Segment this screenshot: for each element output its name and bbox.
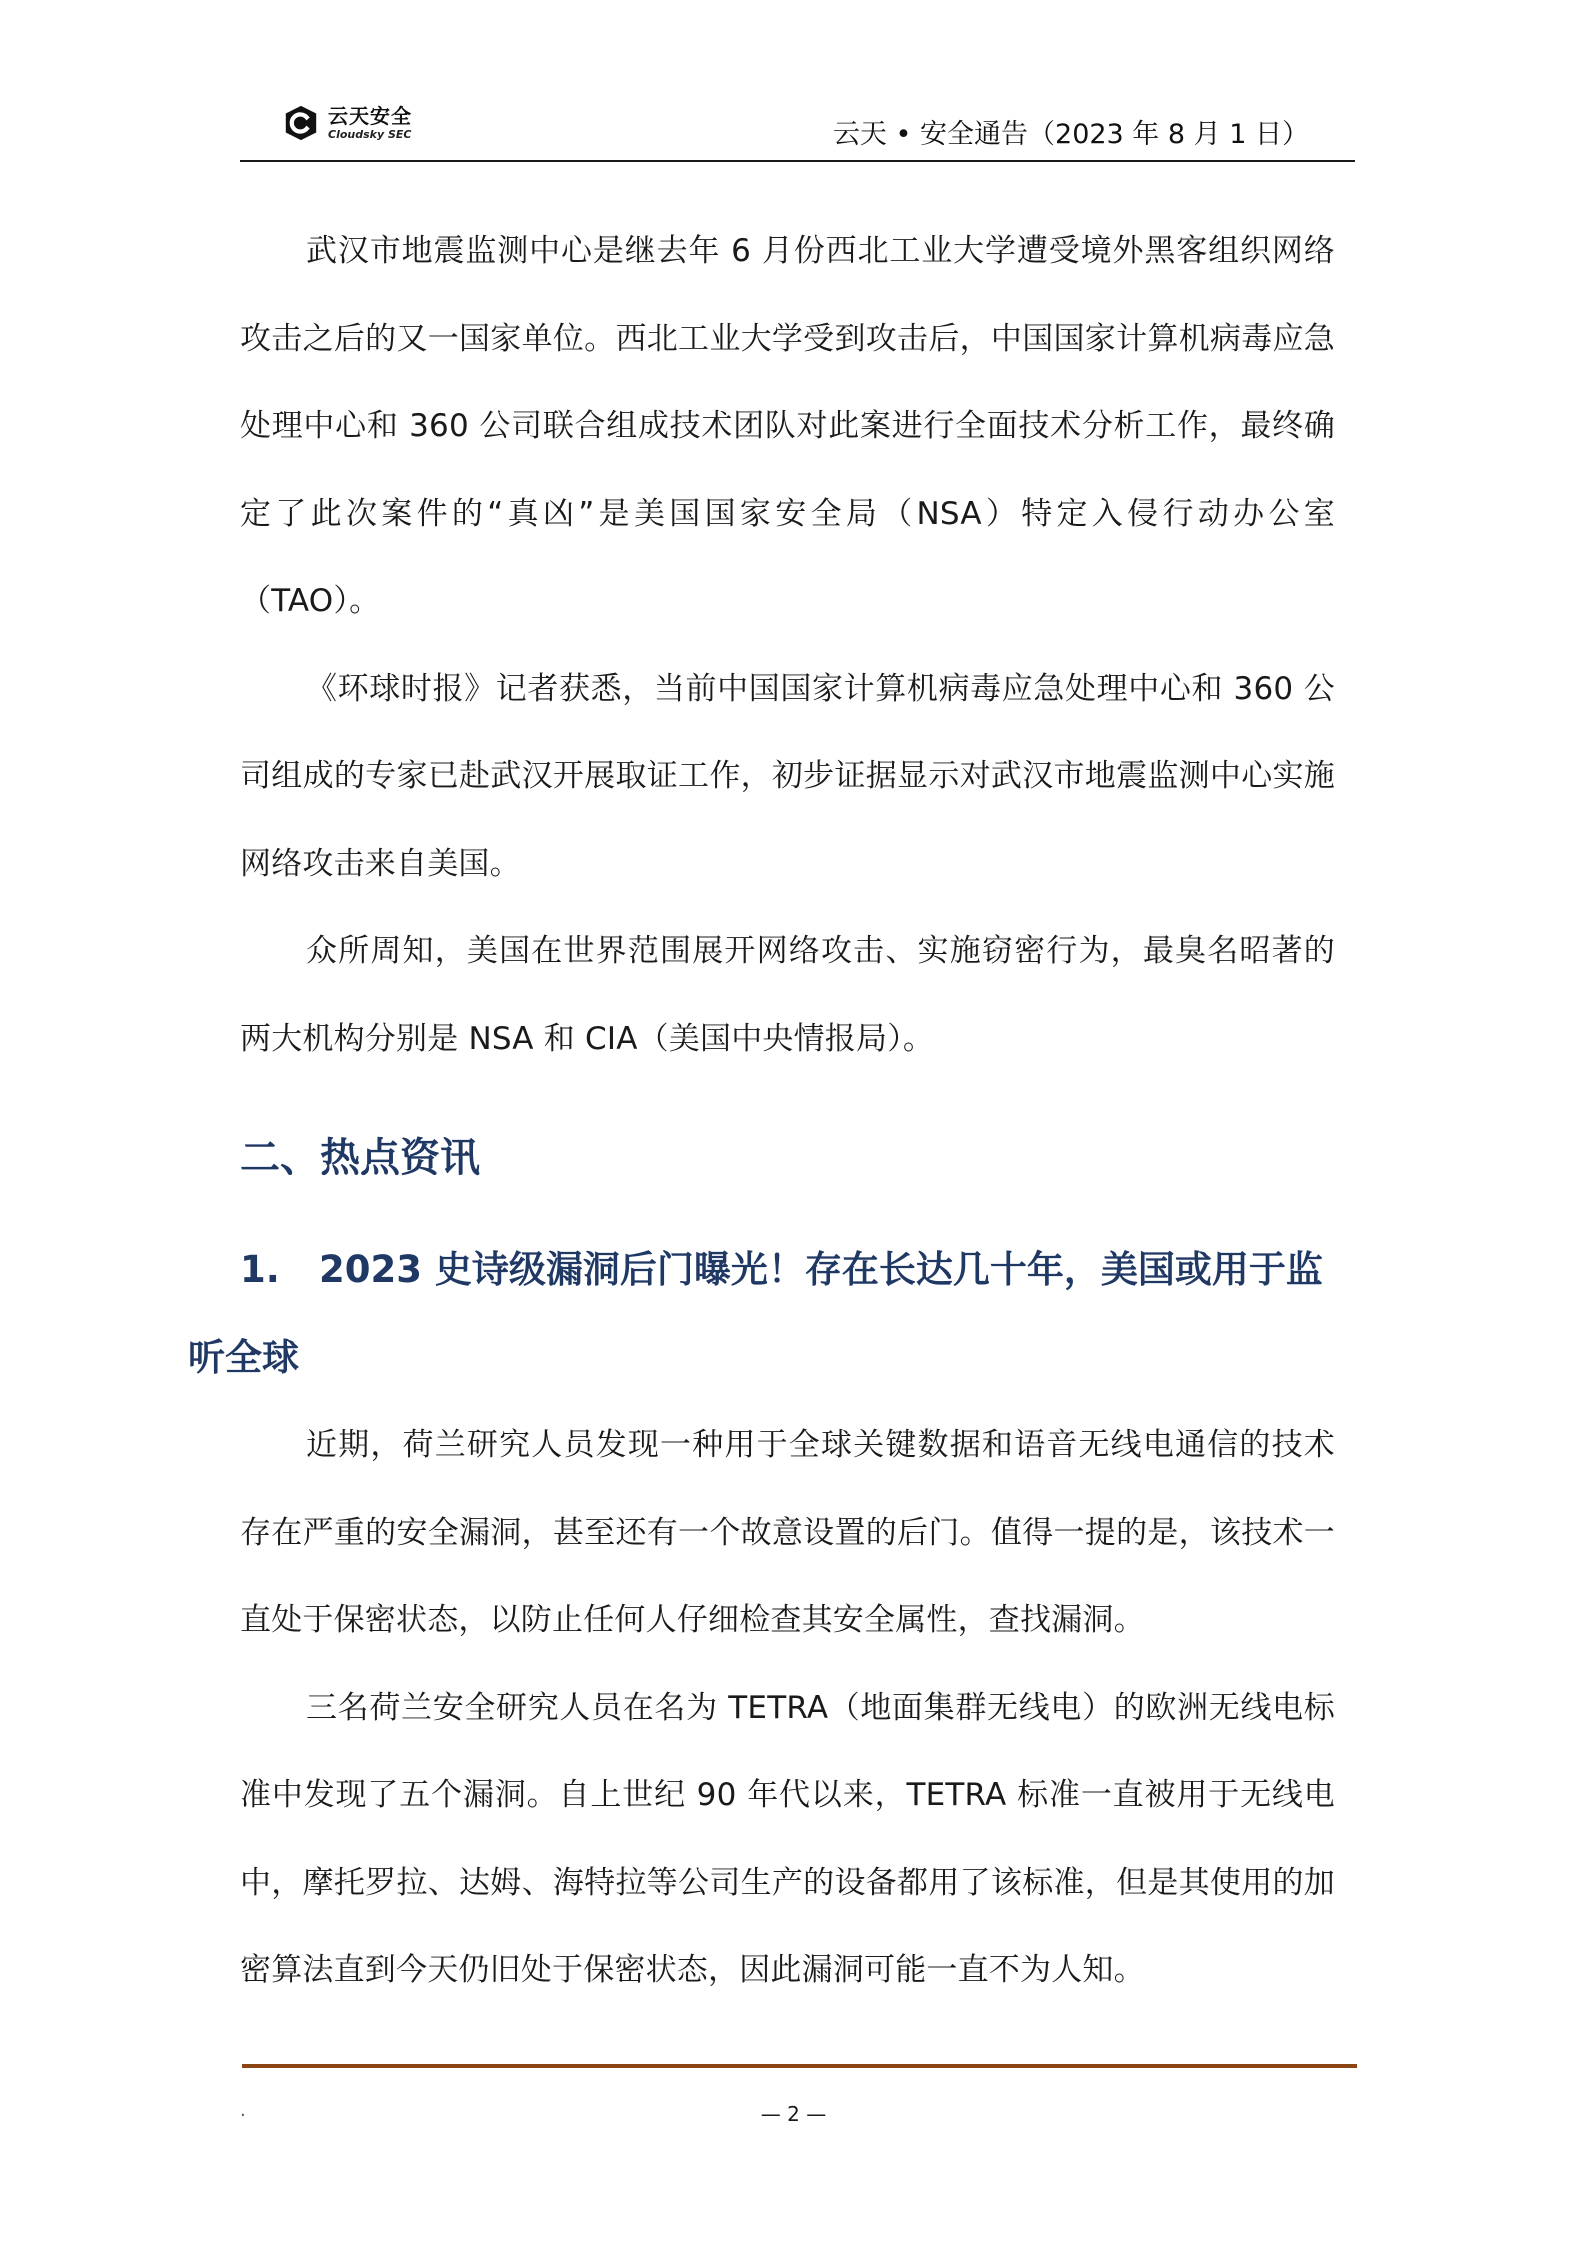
cloudsky-logo-icon	[282, 104, 320, 142]
header-divider	[240, 160, 1355, 162]
news-item-title-text: 2023 史诗级漏洞后门曝光！存在长达几十年，美国或用于监听全球	[188, 1248, 1323, 1379]
logo-english-name: Cloudsky SEC	[328, 128, 412, 141]
intro-section	[240, 208, 1335, 1083]
paragraph: 《环球时报》记者获悉，当前中国国家计算机病毒应急处理中心和 360 公司组成的专家已赴武汉开展取证工作，初步证据显示对武汉市地震监测中心实施网络攻击来自美国。	[240, 670, 1335, 882]
company-logo	[282, 100, 412, 146]
news-item-number: 1.	[240, 1248, 280, 1291]
paragraph: 近期，荷兰研究人员发现一种用于全球关键数据和语音无线电通信的技术存在严重的安全漏洞，甚至还有一个故意设置的后门。值得一提的是，该技术一直处于保密状态，以防止任何人仔细检查其安全属性，查找漏洞。	[240, 1427, 1335, 1638]
paragraph: 武汉市地震监测中心是继去年 6 月份西北工业大学遭受境外黑客组织网络攻击之后的又一国家单位。西北工业大学受到攻击后，中国国家计算机病毒应急处理中心和 360 公司联合组成技术团队对此案进行全面技术分析工作，最终确定了此次案件的“真凶”是美国国家安全局（NSA）特定入侵行动办公室（TAO）。	[240, 233, 1335, 619]
paragraph: 三名荷兰安全研究人员在名为 TETRA（地面集群无线电）的欧洲无线电标准中发现了五个漏洞。自上世纪 90 年代以来，TETRA 标准一直被用于无线电中，摩托罗拉、达姆、海特拉等公司生产的设备都用了该标准，但是其使用的加密算法直到今天仍旧处于保密状态，因此漏洞可能一直不为人知。	[240, 1689, 1335, 1988]
news-item-title	[188, 1226, 1335, 1402]
footer-divider	[242, 2064, 1357, 2068]
news-item-body	[240, 1402, 1335, 2015]
section-heading: 二、热点资讯	[240, 1135, 480, 1181]
page-number: — 2 —	[760, 2102, 827, 2126]
paragraph: 众所周知，美国在世界范围展开网络攻击、实施窃密行为，最臭名昭著的两大机构分别是 NSA 和 CIA（美国中央情报局）。	[240, 933, 1335, 1057]
page-header	[240, 96, 1355, 162]
bulletin-title: 云天 • 安全通告（2023 年 8 月 1 日）	[832, 119, 1309, 150]
logo-chinese-name: 云天安全	[328, 104, 412, 128]
footer-mark: .	[240, 2100, 246, 2121]
